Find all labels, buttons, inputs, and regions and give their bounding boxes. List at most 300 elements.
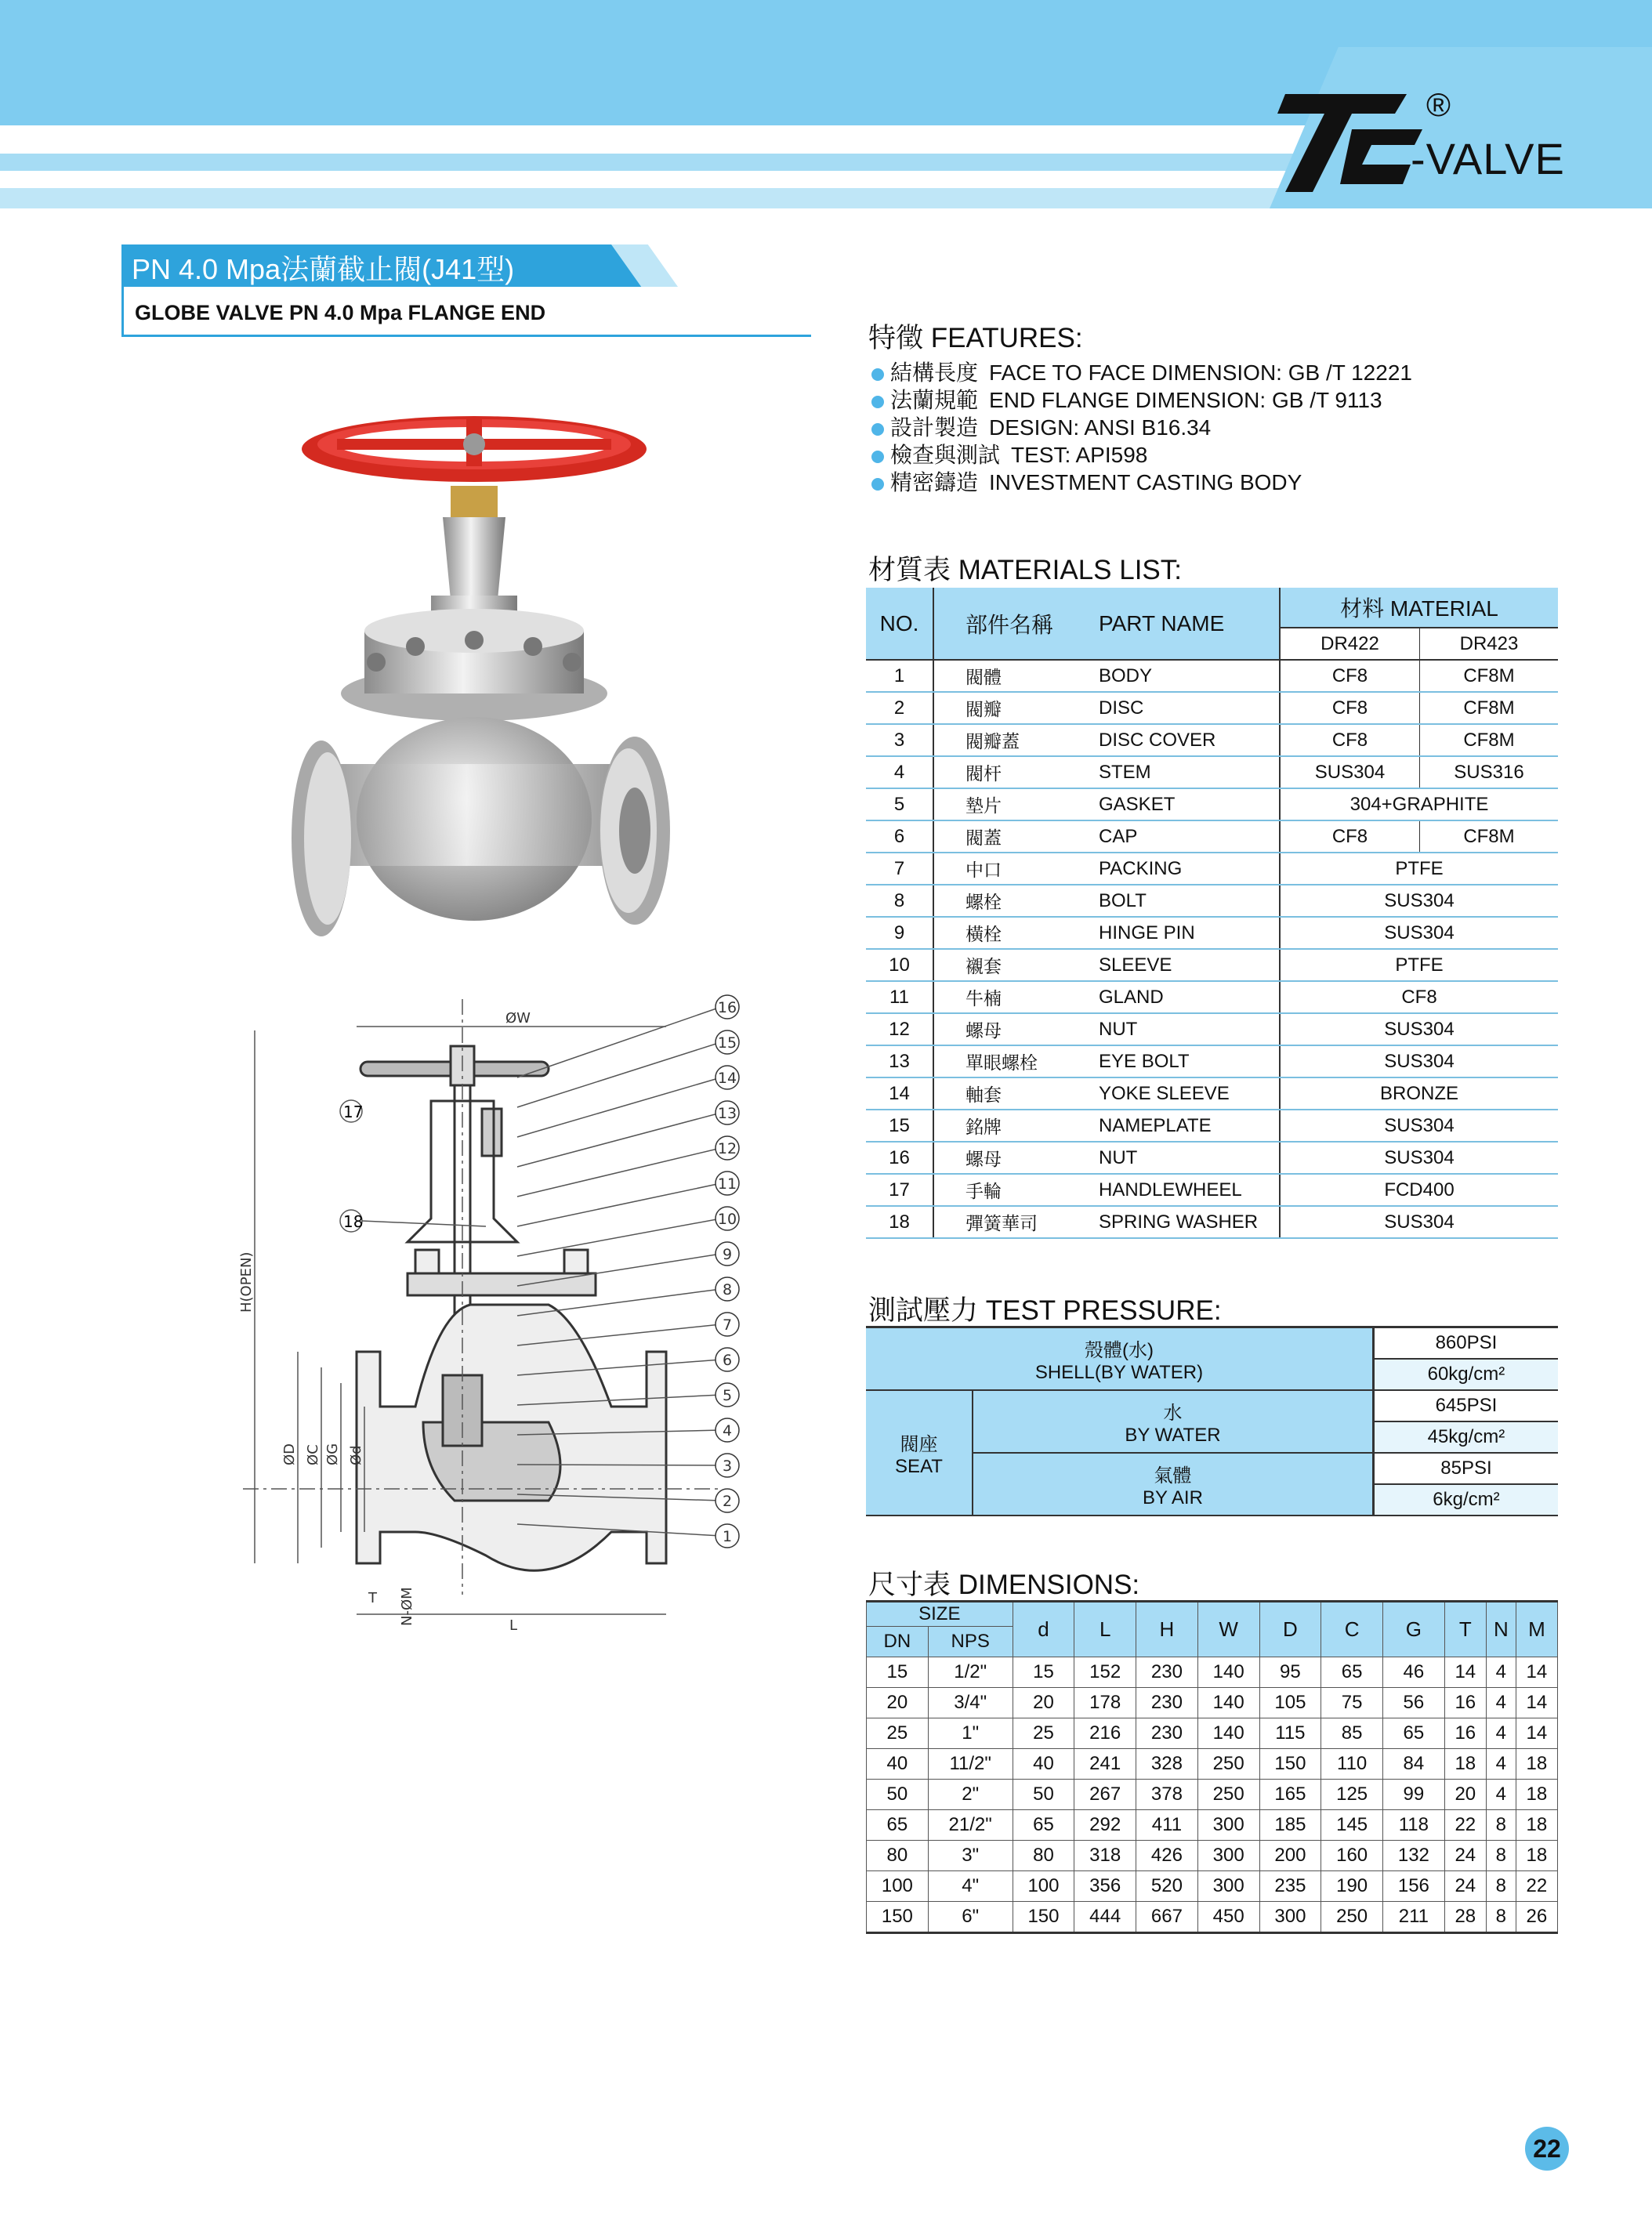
material-cn: 閥瓣蓋 [933,724,1099,756]
col-dr422: DR422 [1280,628,1419,660]
materials-table [866,588,1558,1239]
dim-cell: 250 [1321,1902,1383,1933]
material-en: BODY [1099,660,1280,692]
dim-cell: 3/4" [928,1688,1013,1718]
callout-leader [517,1219,721,1256]
bullet-icon [871,368,884,381]
dim-cell: 65 [1013,1810,1074,1841]
dim-cell: 156 [1383,1871,1445,1902]
material-en: STEM [1099,756,1280,788]
material-value: SUS304 [1280,1110,1558,1142]
dim-cell: 11/2" [928,1749,1013,1780]
dim-cell: 20 [1013,1688,1074,1718]
dim-cell: 230 [1136,1657,1198,1688]
dim-cell: 6" [928,1902,1013,1933]
dim-col-header: W [1197,1602,1259,1657]
material-en: PACKING [1099,853,1280,885]
dim-cell: 40 [867,1749,929,1780]
material-row [866,949,1558,981]
dim-row [867,1780,1558,1810]
callout-number: 10 [717,1211,737,1228]
feature-item [871,359,1412,386]
dim-cell: 4" [928,1871,1013,1902]
material-en: EYE BOLT [1099,1045,1280,1077]
dim-col-header: C [1321,1602,1383,1657]
bullet-icon [871,396,884,408]
material-dr422: CF8 [1280,820,1419,853]
dim-cell: 65 [1383,1718,1445,1749]
material-dr422: SUS304 [1280,756,1419,788]
material-en: SLEEVE [1099,949,1280,981]
valve-section-drawing [219,983,752,1634]
shell-psi: 860PSI [1373,1327,1558,1360]
material-dr422: CF8 [1280,724,1419,756]
dim-cell: 105 [1259,1688,1321,1718]
material-cn: 中口 [933,853,1099,885]
dim-cell: 25 [867,1718,929,1749]
dim-cell: 16 [1444,1688,1486,1718]
size-header: SIZE [867,1602,1013,1627]
callout-leader [517,1113,721,1167]
dim-cell: 18 [1516,1749,1557,1780]
material-en: BOLT [1099,885,1280,917]
dim-cell: 28 [1444,1902,1486,1933]
dim-cell: 300 [1259,1902,1321,1933]
dim-label-t: T [368,1590,377,1606]
dim-label-h: H(OPEN) [238,1251,255,1313]
dim-row [867,1841,1558,1871]
feature-item [871,469,1412,496]
dim-cell: 115 [1259,1718,1321,1749]
dim-col-header: d [1013,1602,1074,1657]
dim-cell: 152 [1074,1657,1136,1688]
dim-cell: 300 [1197,1871,1259,1902]
dim-cell: 18 [1516,1780,1557,1810]
material-dr422: CF8 [1280,692,1419,724]
dim-cell: 95 [1259,1657,1321,1688]
material-en: GASKET [1099,788,1280,820]
material-no: 18 [866,1206,933,1238]
dim-cell: 145 [1321,1810,1383,1841]
dim-cell: 46 [1383,1657,1445,1688]
logo-text: -VALVE [1411,134,1565,183]
material-row [866,820,1558,853]
dim-label-l: L [509,1617,518,1634]
dim-cell: 22 [1444,1810,1486,1841]
dim-cell: 230 [1136,1718,1198,1749]
dim-row [867,1871,1558,1902]
material-no: 12 [866,1013,933,1045]
pressure-table [866,1326,1558,1516]
material-dr423: CF8M [1419,724,1558,756]
dim-cell: 80 [1013,1841,1074,1871]
material-value: SUS304 [1280,1045,1558,1077]
material-no: 6 [866,820,933,853]
dim-cell: 328 [1136,1749,1198,1780]
material-cn: 彈簧華司 [933,1206,1099,1238]
dim-cell: 178 [1074,1688,1136,1718]
dim-cell: 40 [1013,1749,1074,1780]
material-value: SUS304 [1280,885,1558,917]
shell-en: SHELL(BY WATER) [1034,1361,1204,1383]
material-cn: 單眼螺栓 [933,1045,1099,1077]
feature-item [871,441,1412,469]
dim-cell: 100 [1013,1871,1074,1902]
material-en: SPRING WASHER [1099,1206,1280,1238]
material-cn: 閥體 [933,660,1099,692]
callout-number: 4 [722,1422,733,1439]
dim-cell: 18 [1516,1841,1557,1871]
dim-row [867,1657,1558,1688]
material-value: BRONZE [1280,1077,1558,1110]
material-en: NAMEPLATE [1099,1110,1280,1142]
dim-cell: 56 [1383,1688,1445,1718]
material-en: YOKE SLEEVE [1099,1077,1280,1110]
dim-col-header: G [1383,1602,1445,1657]
callout-number: 9 [722,1246,733,1263]
feature-en: FACE TO FACE DIMENSION: GB /T 12221 [989,360,1412,385]
dn-header: DN [867,1627,929,1657]
material-dr423: CF8M [1419,660,1558,692]
materials-heading: 材質表 MATERIALS LIST: [868,555,1182,585]
dim-cell: 200 [1259,1841,1321,1871]
seat-cn: 閥座 [900,1433,938,1455]
callout-number: 13 [717,1105,737,1122]
dim-cell: 667 [1136,1902,1198,1933]
material-en: NUT [1099,1013,1280,1045]
dim-cell: 165 [1259,1780,1321,1810]
dim-cell: 15 [1013,1657,1074,1688]
material-cn: 閥蓋 [933,820,1099,853]
dim-cell: 150 [1013,1902,1074,1933]
material-no: 2 [866,692,933,724]
dim-cell: 2" [928,1780,1013,1810]
material-value: PTFE [1280,853,1558,885]
material-no: 9 [866,917,933,949]
air-psi: 85PSI [1373,1453,1558,1484]
water-label [973,1390,1373,1453]
callout-number: 12 [717,1140,737,1157]
dim-cell: 18 [1516,1810,1557,1841]
dim-label-d2: Ød [348,1445,364,1465]
dim-cell: 84 [1383,1749,1445,1780]
material-row [866,1206,1558,1238]
material-row [866,1110,1558,1142]
material-cn: 橫栓 [933,917,1099,949]
shell-kg: 60kg/cm² [1373,1359,1558,1390]
feature-cn: 設計製造 [890,415,979,440]
dim-cell: 24 [1444,1841,1486,1871]
material-row [866,1142,1558,1174]
dim-cell: 292 [1074,1810,1136,1841]
material-no: 4 [866,756,933,788]
material-value: FCD400 [1280,1174,1558,1206]
material-dr423: SUS316 [1419,756,1558,788]
shell-label [866,1327,1373,1391]
material-cn: 銘牌 [933,1110,1099,1142]
material-no: 16 [866,1142,933,1174]
dim-row [867,1688,1558,1718]
dimensions-table [866,1600,1558,1934]
dim-cell: 14 [1516,1688,1557,1718]
dimensions-heading: 尺寸表 DIMENSIONS: [868,1570,1140,1600]
col-en: PART NAME [1099,588,1280,660]
material-no: 13 [866,1045,933,1077]
dim-cell: 150 [1259,1749,1321,1780]
air-cn: 氣體 [1154,1465,1192,1487]
material-no: 15 [866,1110,933,1142]
dim-cell: 250 [1197,1749,1259,1780]
material-no: 3 [866,724,933,756]
callout-number: 2 [722,1493,733,1510]
callout-number: 15 [717,1034,737,1052]
bullet-icon [871,478,884,491]
material-row [866,660,1558,692]
dim-cell: 14 [1516,1718,1557,1749]
material-cn: 螺母 [933,1013,1099,1045]
air-label [973,1453,1373,1516]
material-cn: 閥瓣 [933,692,1099,724]
material-cn: 閥杆 [933,756,1099,788]
material-no: 7 [866,853,933,885]
dim-cell: 16 [1444,1718,1486,1749]
callout-leader [517,1254,721,1286]
dim-cell: 185 [1259,1810,1321,1841]
dim-cell: 21/2" [928,1810,1013,1841]
page-subtitle: GLOBE VALVE PN 4.0 Mpa FLANGE END [135,301,546,324]
feature-en: END FLANGE DIMENSION: GB /T 9113 [989,388,1382,412]
callout-leader [517,1042,721,1107]
dim-cell: 8 [1486,1841,1516,1871]
col-cn: 部件名稱 [933,588,1099,660]
dim-row [867,1902,1558,1933]
page-title: PN 4.0 Mpa法蘭截止閥(J41型) [132,253,515,285]
dim-cell: 25 [1013,1718,1074,1749]
dim-col-header: M [1516,1602,1557,1657]
bullet-icon [871,423,884,436]
dim-cell: 140 [1197,1657,1259,1688]
material-value: SUS304 [1280,917,1558,949]
feature-cn: 精密鑄造 [890,470,979,494]
dim-cell: 426 [1136,1841,1198,1871]
material-no: 5 [866,788,933,820]
dim-cell: 450 [1197,1902,1259,1933]
material-en: NUT [1099,1142,1280,1174]
material-cn: 螺栓 [933,885,1099,917]
water-kg: 45kg/cm² [1373,1421,1558,1453]
material-row [866,917,1558,949]
callout-17: 17 [343,1103,364,1121]
dim-cell: 3" [928,1841,1013,1871]
dim-col-header: H [1136,1602,1198,1657]
dim-cell: 20 [1444,1780,1486,1810]
material-en: GLAND [1099,981,1280,1013]
material-cn: 牛楠 [933,981,1099,1013]
dim-cell: 4 [1486,1688,1516,1718]
dim-label-c: ØC [305,1444,321,1465]
material-cn: 襯套 [933,949,1099,981]
feature-item [871,414,1412,441]
dim-cell: 4 [1486,1780,1516,1810]
dim-cell: 24 [1444,1871,1486,1902]
material-row [866,692,1558,724]
dim-cell: 8 [1486,1871,1516,1902]
material-value: SUS304 [1280,1206,1558,1238]
col-material: 材料 MATERIAL [1280,588,1558,628]
dim-cell: 110 [1321,1749,1383,1780]
dim-cell: 140 [1197,1688,1259,1718]
feature-en: INVESTMENT CASTING BODY [989,470,1302,494]
dim-cell: 50 [867,1780,929,1810]
dim-cell: 26 [1516,1902,1557,1933]
dim-cell: 235 [1259,1871,1321,1902]
material-value: PTFE [1280,949,1558,981]
material-row [866,724,1558,756]
dim-cell: 15 [867,1657,929,1688]
dim-cell: 318 [1074,1841,1136,1871]
dim-cell: 20 [867,1688,929,1718]
callout-number: 3 [722,1458,733,1475]
dim-cell: 100 [867,1871,929,1902]
page-number: 22 [1525,2127,1569,2171]
material-cn: 軸套 [933,1077,1099,1110]
dim-cell: 1/2" [928,1657,1013,1688]
dim-cell: 230 [1136,1688,1198,1718]
registered-mark: ® [1426,86,1451,123]
dim-label-w: ØW [505,1010,531,1027]
col-no: NO. [866,588,933,660]
dim-cell: 118 [1383,1810,1445,1841]
dim-col-header: D [1259,1602,1321,1657]
dim-cell: 444 [1074,1902,1136,1933]
dim-label-g: ØG [324,1443,341,1465]
dim-cell: 99 [1383,1780,1445,1810]
features-heading: 特徵 FEATURES: [868,323,1083,353]
material-cn: 墊片 [933,788,1099,820]
nps-header: NPS [928,1627,1013,1657]
dim-cell: 300 [1197,1841,1259,1871]
callout-number: 14 [717,1070,737,1087]
pressure-heading: 測試壓力 TEST PRESSURE: [868,1295,1222,1326]
seat-label [866,1390,973,1516]
dim-cell: 267 [1074,1780,1136,1810]
dim-cell: 140 [1197,1718,1259,1749]
dim-cell: 356 [1074,1871,1136,1902]
material-value: SUS304 [1280,1142,1558,1174]
material-no: 17 [866,1174,933,1206]
dim-cell: 300 [1197,1810,1259,1841]
material-value: CF8 [1280,981,1558,1013]
material-row [866,885,1558,917]
dim-cell: 22 [1516,1871,1557,1902]
dim-cell: 211 [1383,1902,1445,1933]
water-en: BY WATER [1125,1424,1221,1446]
dim-cell: 160 [1321,1841,1383,1871]
dim-row [867,1810,1558,1841]
callout-leader [517,1077,721,1137]
material-row [866,981,1558,1013]
dim-cell: 8 [1486,1902,1516,1933]
dim-cell: 250 [1197,1780,1259,1810]
material-row [866,1077,1558,1110]
material-no: 10 [866,949,933,981]
dim-cell: 14 [1516,1657,1557,1688]
dim-cell: 50 [1013,1780,1074,1810]
dim-cell: 4 [1486,1749,1516,1780]
bullet-icon [871,451,884,463]
material-en: CAP [1099,820,1280,853]
dim-row [867,1718,1558,1749]
feature-en: DESIGN: ANSI B16.34 [989,415,1212,440]
air-en: BY AIR [1142,1487,1203,1508]
valve-photo [290,396,682,976]
dim-cell: 1" [928,1718,1013,1749]
water-cn: 水 [1163,1402,1183,1424]
feature-cn: 檢查與測試 [890,443,1001,467]
feature-cn: 法蘭規範 [890,388,979,412]
callout-number: 6 [722,1352,733,1369]
dim-cell: 8 [1486,1810,1516,1841]
water-psi: 645PSI [1373,1390,1558,1421]
callout-number: 11 [717,1175,737,1193]
dim-cell: 150 [867,1902,929,1933]
callout-number: 1 [722,1528,733,1545]
dim-cell: 65 [1321,1657,1383,1688]
material-en: DISC [1099,692,1280,724]
material-en: HANDLEWHEEL [1099,1174,1280,1206]
material-cn: 手輪 [933,1174,1099,1206]
dim-cell: 65 [867,1810,929,1841]
callout-number: 16 [717,999,737,1016]
dim-cell: 411 [1136,1810,1198,1841]
dim-cell: 4 [1486,1718,1516,1749]
air-kg: 6kg/cm² [1373,1484,1558,1516]
col-dr423: DR423 [1419,628,1558,660]
seat-en: SEAT [895,1455,943,1477]
dim-cell: 241 [1074,1749,1136,1780]
feature-en: TEST: API598 [1011,443,1148,467]
dim-col-header: T [1444,1602,1486,1657]
dim-cell: 190 [1321,1871,1383,1902]
callout-18: 18 [343,1212,364,1231]
material-row [866,788,1558,820]
material-row [866,853,1558,885]
material-row [866,1013,1558,1045]
material-value: 304+GRAPHITE [1280,788,1558,820]
material-dr422: CF8 [1280,660,1419,692]
callout-number: 5 [722,1387,733,1404]
dim-cell: 132 [1383,1841,1445,1871]
dim-cell: 85 [1321,1718,1383,1749]
dim-cell: 520 [1136,1871,1198,1902]
dim-cell: 378 [1136,1780,1198,1810]
material-cn: 螺母 [933,1142,1099,1174]
material-row [866,1174,1558,1206]
callout-leader [517,1007,721,1077]
material-no: 11 [866,981,933,1013]
material-no: 8 [866,885,933,917]
material-dr423: CF8M [1419,820,1558,853]
dim-label-d: ØD [281,1443,298,1465]
material-value: SUS304 [1280,1013,1558,1045]
features-list [871,359,1412,496]
dim-label-n: N-ØM [399,1587,415,1626]
material-en: DISC COVER [1099,724,1280,756]
material-dr423: CF8M [1419,692,1558,724]
material-row [866,1045,1558,1077]
material-row [866,756,1558,788]
material-en: HINGE PIN [1099,917,1280,949]
